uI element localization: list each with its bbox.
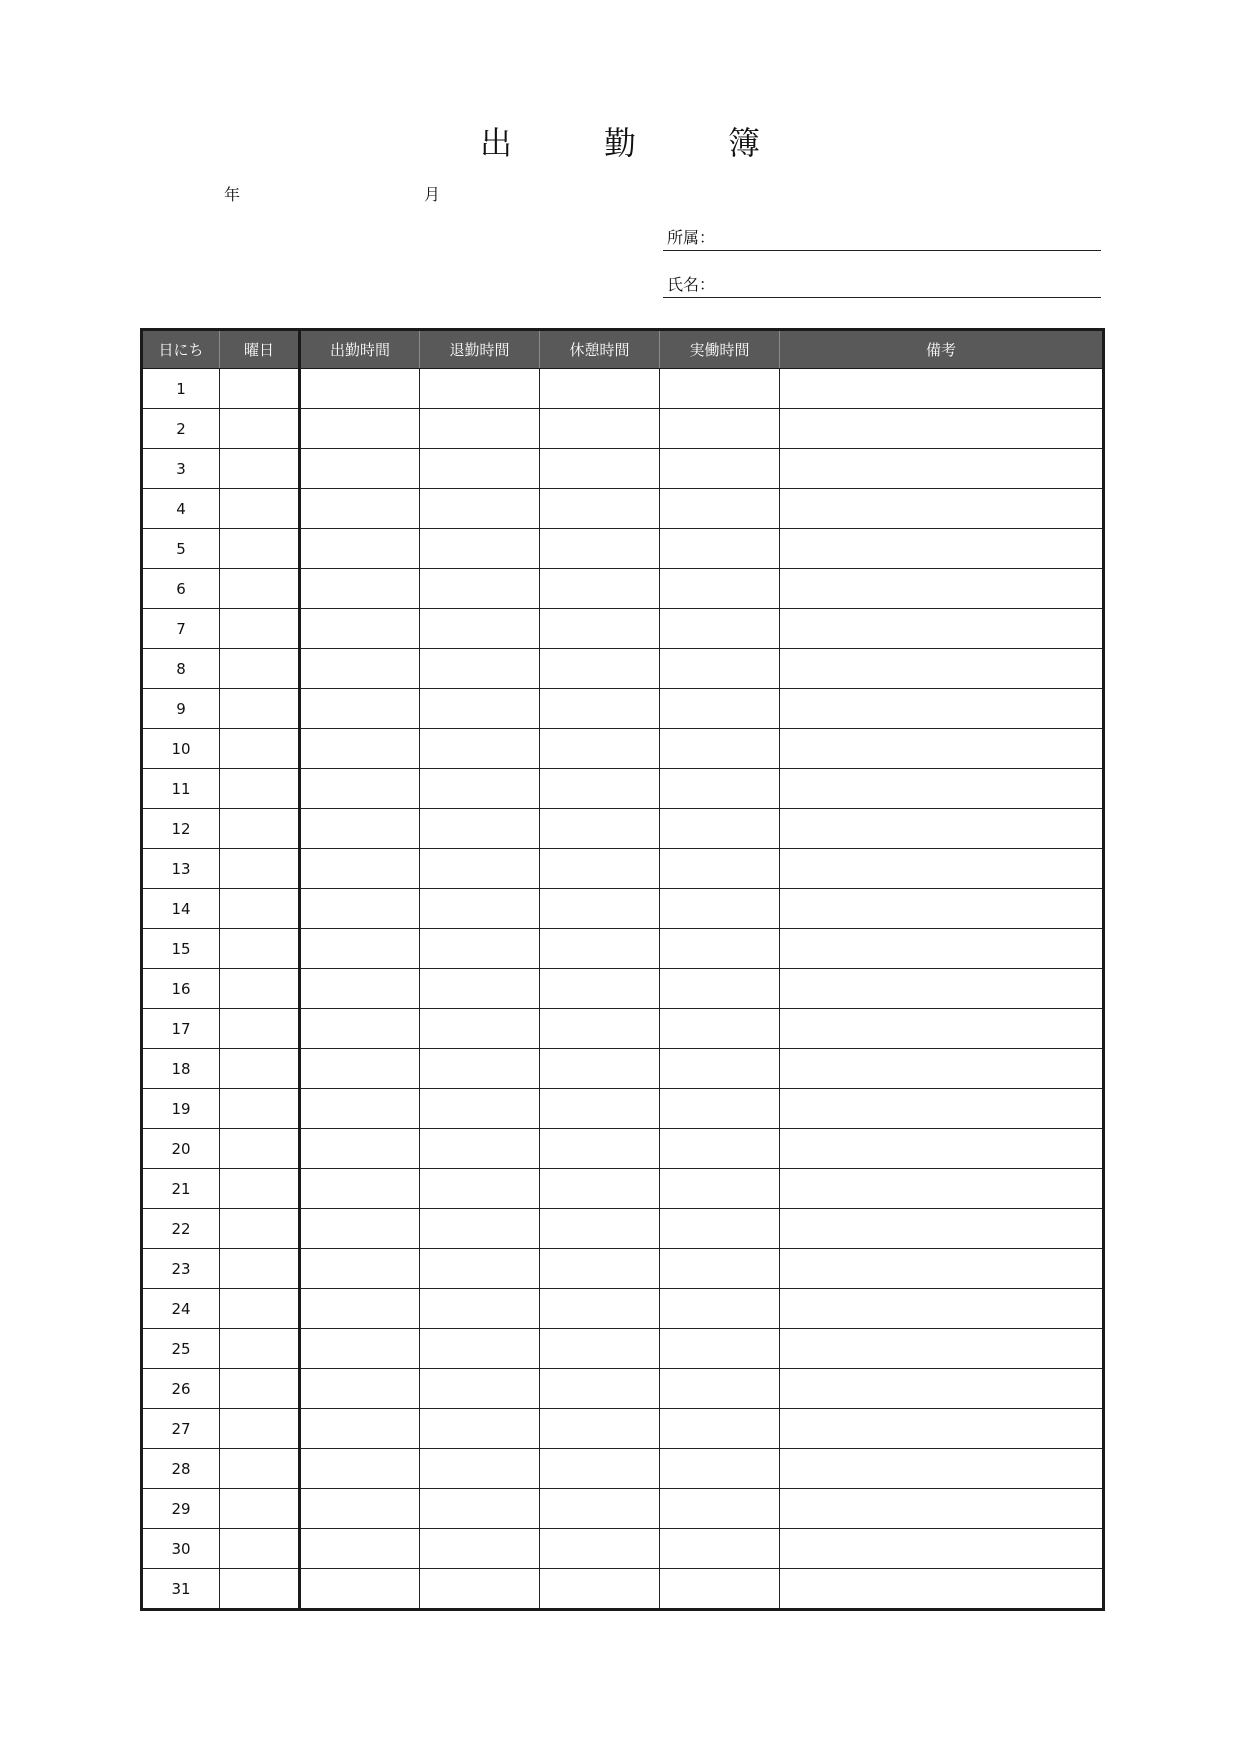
weekday-cell[interactable] — [220, 1009, 300, 1049]
clock-out-cell[interactable] — [420, 729, 540, 769]
weekday-cell[interactable] — [220, 1489, 300, 1529]
clock-out-cell[interactable] — [420, 1169, 540, 1209]
header-actual-hours: 実働時間 — [660, 330, 780, 369]
weekday-cell[interactable] — [220, 449, 300, 489]
table-row — [142, 929, 1104, 969]
notes-cell[interactable] — [780, 1129, 1104, 1169]
actual-hours-cell[interactable] — [660, 449, 780, 489]
day-number: 29 — [142, 1489, 220, 1529]
clock-in-cell[interactable] — [300, 889, 420, 929]
clock-out-cell[interactable] — [420, 569, 540, 609]
clock-in-cell[interactable] — [300, 1049, 420, 1089]
clock-in-cell[interactable] — [300, 1009, 420, 1049]
actual-hours-cell[interactable] — [660, 929, 780, 969]
actual-hours-cell[interactable] — [660, 489, 780, 529]
actual-hours-cell[interactable] — [660, 1329, 780, 1369]
clock-out-cell[interactable] — [420, 529, 540, 569]
actual-hours-cell[interactable] — [660, 769, 780, 809]
table-row — [142, 1529, 1104, 1569]
weekday-cell[interactable] — [220, 929, 300, 969]
clock-out-cell[interactable] — [420, 1329, 540, 1369]
actual-hours-cell[interactable] — [660, 409, 780, 449]
clock-in-cell[interactable] — [300, 489, 420, 529]
clock-in-cell[interactable] — [300, 969, 420, 1009]
clock-out-cell[interactable] — [420, 1529, 540, 1569]
notes-cell[interactable] — [780, 569, 1104, 609]
clock-out-cell[interactable] — [420, 1409, 540, 1449]
actual-hours-cell[interactable] — [660, 529, 780, 569]
clock-in-cell[interactable] — [300, 1169, 420, 1209]
clock-in-cell[interactable] — [300, 1569, 420, 1610]
affiliation-field[interactable] — [663, 226, 1101, 251]
clock-out-cell[interactable] — [420, 449, 540, 489]
notes-cell[interactable] — [780, 1009, 1104, 1049]
year-label: 年 — [224, 185, 241, 204]
weekday-cell[interactable] — [220, 649, 300, 689]
clock-in-cell[interactable] — [300, 1449, 420, 1489]
weekday-cell[interactable] — [220, 729, 300, 769]
weekday-cell[interactable] — [220, 569, 300, 609]
day-number: 9 — [142, 689, 220, 729]
clock-out-cell[interactable] — [420, 609, 540, 649]
clock-in-cell[interactable] — [300, 849, 420, 889]
table-row — [142, 1569, 1104, 1610]
clock-out-cell[interactable] — [420, 769, 540, 809]
name-label: 氏名： — [667, 275, 716, 294]
notes-cell[interactable] — [780, 1409, 1104, 1449]
clock-in-cell[interactable] — [300, 409, 420, 449]
actual-hours-cell[interactable] — [660, 689, 780, 729]
break-cell[interactable] — [540, 1129, 660, 1169]
header-clock-out: 退勤時間 — [420, 330, 540, 369]
day-number: 28 — [142, 1449, 220, 1489]
table-row — [142, 1449, 1104, 1489]
notes-cell[interactable] — [780, 929, 1104, 969]
clock-out-cell[interactable] — [420, 1009, 540, 1049]
table-row — [142, 1329, 1104, 1369]
day-number: 6 — [142, 569, 220, 609]
break-cell[interactable] — [540, 689, 660, 729]
table-row — [142, 769, 1104, 809]
clock-out-cell[interactable] — [420, 409, 540, 449]
clock-out-cell[interactable] — [420, 1569, 540, 1610]
actual-hours-cell[interactable] — [660, 809, 780, 849]
break-cell[interactable] — [540, 1369, 660, 1409]
clock-in-cell[interactable] — [300, 569, 420, 609]
actual-hours-cell[interactable] — [660, 1249, 780, 1289]
header-weekday: 曜日 — [220, 330, 300, 369]
clock-out-cell[interactable] — [420, 689, 540, 729]
day-number: 18 — [142, 1049, 220, 1089]
name-field[interactable] — [663, 273, 1101, 298]
clock-in-cell[interactable] — [300, 609, 420, 649]
actual-hours-cell[interactable] — [660, 1409, 780, 1449]
table-row — [142, 1209, 1104, 1249]
actual-hours-cell[interactable] — [660, 1489, 780, 1529]
table-row — [142, 1049, 1104, 1089]
actual-hours-cell[interactable] — [660, 569, 780, 609]
table-row — [142, 1409, 1104, 1449]
notes-cell[interactable] — [780, 369, 1104, 409]
weekday-cell[interactable] — [220, 1129, 300, 1169]
clock-in-cell[interactable] — [300, 1129, 420, 1169]
table-row — [142, 889, 1104, 929]
day-number: 12 — [142, 809, 220, 849]
weekday-cell[interactable] — [220, 1289, 300, 1329]
break-cell[interactable] — [540, 809, 660, 849]
clock-out-cell[interactable] — [420, 1289, 540, 1329]
day-number: 30 — [142, 1529, 220, 1569]
month-label: 月 — [424, 185, 441, 204]
notes-cell[interactable] — [780, 609, 1104, 649]
weekday-cell[interactable] — [220, 769, 300, 809]
table-row — [142, 1169, 1104, 1209]
day-number: 16 — [142, 969, 220, 1009]
table-row — [142, 1249, 1104, 1289]
day-number: 14 — [142, 889, 220, 929]
clock-in-cell[interactable] — [300, 529, 420, 569]
actual-hours-cell[interactable] — [660, 889, 780, 929]
notes-cell[interactable] — [780, 649, 1104, 689]
table-row — [142, 489, 1104, 529]
actual-hours-cell[interactable] — [660, 729, 780, 769]
day-number: 8 — [142, 649, 220, 689]
table-row — [142, 609, 1104, 649]
weekday-cell[interactable] — [220, 969, 300, 1009]
notes-cell[interactable] — [780, 1569, 1104, 1610]
day-number: 21 — [142, 1169, 220, 1209]
actual-hours-cell[interactable] — [660, 1369, 780, 1409]
actual-hours-cell[interactable] — [660, 1289, 780, 1329]
break-cell[interactable] — [540, 1569, 660, 1610]
day-number: 22 — [142, 1209, 220, 1249]
weekday-cell[interactable] — [220, 889, 300, 929]
table-row — [142, 369, 1104, 409]
actual-hours-cell[interactable] — [660, 1209, 780, 1249]
clock-in-cell[interactable] — [300, 729, 420, 769]
weekday-cell[interactable] — [220, 369, 300, 409]
clock-out-cell[interactable] — [420, 1129, 540, 1169]
header-notes: 備考 — [780, 330, 1104, 369]
weekday-cell[interactable] — [220, 1569, 300, 1610]
notes-cell[interactable] — [780, 449, 1104, 489]
table-row — [142, 729, 1104, 769]
notes-cell[interactable] — [780, 849, 1104, 889]
break-cell[interactable] — [540, 609, 660, 649]
break-cell[interactable] — [540, 849, 660, 889]
break-cell[interactable] — [540, 1049, 660, 1089]
table-row — [142, 1129, 1104, 1169]
actual-hours-cell[interactable] — [660, 1009, 780, 1049]
break-cell[interactable] — [540, 369, 660, 409]
clock-in-cell[interactable] — [300, 809, 420, 849]
clock-out-cell[interactable] — [420, 369, 540, 409]
clock-in-cell[interactable] — [300, 1249, 420, 1289]
header-clock-in: 出勤時間 — [300, 330, 420, 369]
table-row — [142, 449, 1104, 489]
notes-cell[interactable] — [780, 1489, 1104, 1529]
break-cell[interactable] — [540, 409, 660, 449]
actual-hours-cell[interactable] — [660, 1049, 780, 1089]
clock-out-cell[interactable] — [420, 1489, 540, 1529]
weekday-cell[interactable] — [220, 809, 300, 849]
break-cell[interactable] — [540, 649, 660, 689]
notes-cell[interactable] — [780, 729, 1104, 769]
break-cell[interactable] — [540, 1489, 660, 1529]
notes-cell[interactable] — [780, 1329, 1104, 1369]
day-number: 23 — [142, 1249, 220, 1289]
notes-cell[interactable] — [780, 809, 1104, 849]
notes-cell[interactable] — [780, 529, 1104, 569]
clock-out-cell[interactable] — [420, 1249, 540, 1289]
table-header-row — [142, 330, 1104, 369]
table-row — [142, 649, 1104, 689]
notes-cell[interactable] — [780, 689, 1104, 729]
break-cell[interactable] — [540, 1209, 660, 1249]
break-cell[interactable] — [540, 1409, 660, 1449]
weekday-cell[interactable] — [220, 489, 300, 529]
break-cell[interactable] — [540, 449, 660, 489]
break-cell[interactable] — [540, 889, 660, 929]
day-number: 3 — [142, 449, 220, 489]
actual-hours-cell[interactable] — [660, 649, 780, 689]
actual-hours-cell[interactable] — [660, 609, 780, 649]
weekday-cell[interactable] — [220, 609, 300, 649]
weekday-cell[interactable] — [220, 1049, 300, 1089]
day-number: 13 — [142, 849, 220, 889]
day-number: 17 — [142, 1009, 220, 1049]
header-break: 休憩時間 — [540, 330, 660, 369]
clock-out-cell[interactable] — [420, 1089, 540, 1129]
weekday-cell[interactable] — [220, 1329, 300, 1369]
notes-cell[interactable] — [780, 1089, 1104, 1129]
notes-cell[interactable] — [780, 1369, 1104, 1409]
table-row — [142, 1489, 1104, 1529]
break-cell[interactable] — [540, 489, 660, 529]
break-cell[interactable] — [540, 1289, 660, 1329]
notes-cell[interactable] — [780, 1249, 1104, 1289]
break-cell[interactable] — [540, 1449, 660, 1489]
clock-in-cell[interactable] — [300, 689, 420, 729]
day-number: 24 — [142, 1289, 220, 1329]
clock-in-cell[interactable] — [300, 1209, 420, 1249]
weekday-cell[interactable] — [220, 1529, 300, 1569]
actual-hours-cell[interactable] — [660, 1449, 780, 1489]
actual-hours-cell[interactable] — [660, 1569, 780, 1610]
notes-cell[interactable] — [780, 969, 1104, 1009]
actual-hours-cell[interactable] — [660, 969, 780, 1009]
table-row — [142, 809, 1104, 849]
break-cell[interactable] — [540, 1329, 660, 1369]
day-number: 11 — [142, 769, 220, 809]
table-row — [142, 1009, 1104, 1049]
clock-in-cell[interactable] — [300, 449, 420, 489]
notes-cell[interactable] — [780, 1529, 1104, 1569]
table-row — [142, 689, 1104, 729]
notes-cell[interactable] — [780, 769, 1104, 809]
break-cell[interactable] — [540, 1169, 660, 1209]
day-number: 4 — [142, 489, 220, 529]
notes-cell[interactable] — [780, 1449, 1104, 1489]
break-cell[interactable] — [540, 1249, 660, 1289]
table-row — [142, 529, 1104, 569]
notes-cell[interactable] — [780, 1289, 1104, 1329]
table-row — [142, 969, 1104, 1009]
clock-in-cell[interactable] — [300, 1489, 420, 1529]
clock-out-cell[interactable] — [420, 1449, 540, 1489]
clock-in-cell[interactable] — [300, 649, 420, 689]
notes-cell[interactable] — [780, 1049, 1104, 1089]
notes-cell[interactable] — [780, 1209, 1104, 1249]
break-cell[interactable] — [540, 929, 660, 969]
actual-hours-cell[interactable] — [660, 1529, 780, 1569]
weekday-cell[interactable] — [220, 1369, 300, 1409]
clock-out-cell[interactable] — [420, 809, 540, 849]
weekday-cell[interactable] — [220, 1169, 300, 1209]
header-day: 日にち — [142, 330, 220, 369]
table-row — [142, 1289, 1104, 1329]
page-title: 出 勤 簿 — [479, 124, 790, 162]
affiliation-label: 所属： — [667, 228, 716, 247]
actual-hours-cell[interactable] — [660, 1089, 780, 1129]
table-row — [142, 849, 1104, 889]
clock-in-cell[interactable] — [300, 1289, 420, 1329]
break-cell[interactable] — [540, 769, 660, 809]
clock-in-cell[interactable] — [300, 1369, 420, 1409]
break-cell[interactable] — [540, 529, 660, 569]
break-cell[interactable] — [540, 1089, 660, 1129]
clock-out-cell[interactable] — [420, 1369, 540, 1409]
clock-in-cell[interactable] — [300, 369, 420, 409]
clock-out-cell[interactable] — [420, 889, 540, 929]
weekday-cell[interactable] — [220, 529, 300, 569]
weekday-cell[interactable] — [220, 1249, 300, 1289]
notes-cell[interactable] — [780, 489, 1104, 529]
clock-out-cell[interactable] — [420, 969, 540, 1009]
attendance-table — [140, 328, 1105, 1611]
day-number: 2 — [142, 409, 220, 449]
table-row — [142, 1089, 1104, 1129]
day-number: 19 — [142, 1089, 220, 1129]
clock-out-cell[interactable] — [420, 1209, 540, 1249]
day-number: 1 — [142, 369, 220, 409]
clock-out-cell[interactable] — [420, 929, 540, 969]
clock-out-cell[interactable] — [420, 649, 540, 689]
day-number: 31 — [142, 1569, 220, 1610]
actual-hours-cell[interactable] — [660, 1169, 780, 1209]
clock-in-cell[interactable] — [300, 1409, 420, 1449]
weekday-cell[interactable] — [220, 1209, 300, 1249]
clock-in-cell[interactable] — [300, 929, 420, 969]
day-number: 27 — [142, 1409, 220, 1449]
notes-cell[interactable] — [780, 1169, 1104, 1209]
clock-out-cell[interactable] — [420, 489, 540, 529]
notes-cell[interactable] — [780, 889, 1104, 929]
clock-in-cell[interactable] — [300, 769, 420, 809]
clock-out-cell[interactable] — [420, 849, 540, 889]
day-number: 25 — [142, 1329, 220, 1369]
actual-hours-cell[interactable] — [660, 369, 780, 409]
clock-in-cell[interactable] — [300, 1089, 420, 1129]
day-number: 7 — [142, 609, 220, 649]
day-number: 15 — [142, 929, 220, 969]
weekday-cell[interactable] — [220, 1449, 300, 1489]
break-cell[interactable] — [540, 1529, 660, 1569]
break-cell[interactable] — [540, 569, 660, 609]
weekday-cell[interactable] — [220, 689, 300, 729]
break-cell[interactable] — [540, 729, 660, 769]
day-number: 5 — [142, 529, 220, 569]
day-number: 26 — [142, 1369, 220, 1409]
day-number: 10 — [142, 729, 220, 769]
break-cell[interactable] — [540, 1009, 660, 1049]
clock-in-cell[interactable] — [300, 1329, 420, 1369]
weekday-cell[interactable] — [220, 1409, 300, 1449]
table-row — [142, 409, 1104, 449]
clock-in-cell[interactable] — [300, 1529, 420, 1569]
table-row — [142, 1369, 1104, 1409]
weekday-cell[interactable] — [220, 1089, 300, 1129]
break-cell[interactable] — [540, 969, 660, 1009]
table-row — [142, 569, 1104, 609]
day-number: 20 — [142, 1129, 220, 1169]
weekday-cell[interactable] — [220, 849, 300, 889]
notes-cell[interactable] — [780, 409, 1104, 449]
actual-hours-cell[interactable] — [660, 849, 780, 889]
clock-out-cell[interactable] — [420, 1049, 540, 1089]
weekday-cell[interactable] — [220, 409, 300, 449]
actual-hours-cell[interactable] — [660, 1129, 780, 1169]
